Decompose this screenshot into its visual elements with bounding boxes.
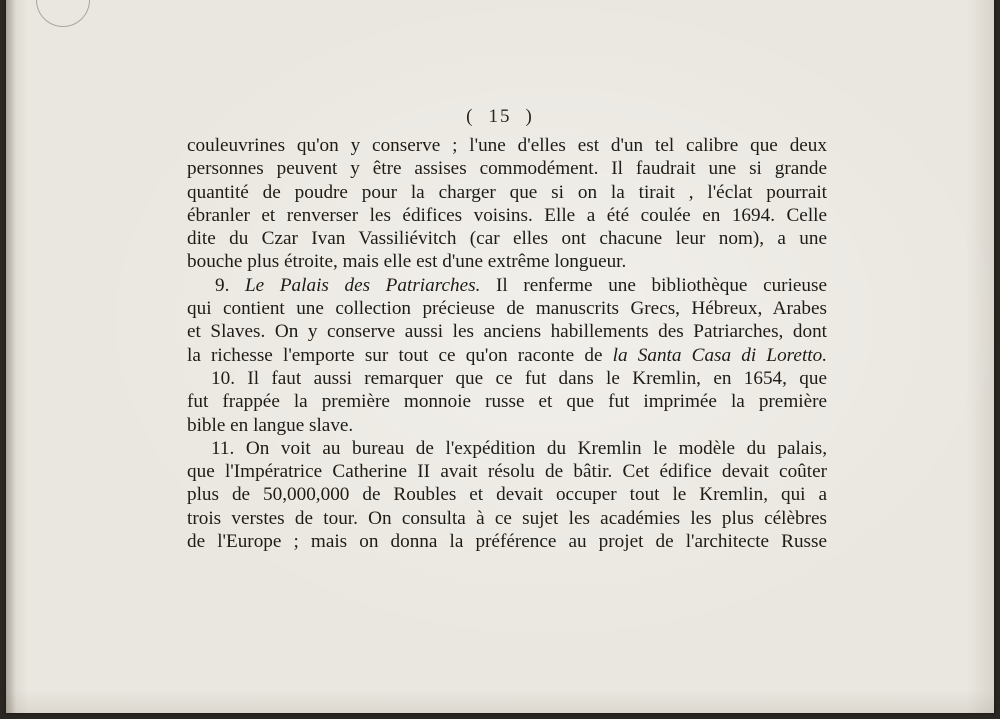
- text-line: dite du Czar Ivan Vassiliévitch (car elles ont chacune leur nom), a une: [187, 228, 827, 250]
- text-line: personnes peuvent y être assises commodément. Il faudrait une si grande: [187, 158, 827, 180]
- text-line: quantité de poudre pour la charger que si on la tirait , l'éclat pourrait: [187, 181, 827, 203]
- paragraph-9-heading-line: [187, 274, 827, 297]
- page-number-header: [0, 106, 1000, 128]
- text-fragment: Il renferme une bibliothèque curieuse: [480, 274, 827, 296]
- text-line: et Slaves. On y conserve aussi les anciens habillements des Patriarches, dont: [187, 321, 827, 343]
- folio-close-paren: ): [525, 106, 534, 127]
- body-text: [187, 134, 827, 553]
- text-line-with-italic: [187, 344, 827, 367]
- page-number: 15: [488, 106, 512, 127]
- text-fragment: la richesse l'emporte sur tout ce qu'on raconte de: [187, 344, 613, 366]
- text-line: bible en langue slave.: [187, 414, 354, 436]
- text-line: que l'Impératrice Catherine II avait résolu de bâtir. Cet édifice devait coûter: [187, 461, 827, 483]
- text-line: qui contient une collection précieuse de manuscrits Grecs, Hébreux, Arabes: [187, 298, 827, 320]
- italic-title: la Santa Casa di Loretto.: [612, 344, 827, 366]
- folio-open-paren: (: [466, 106, 475, 127]
- paragraph-10-line: 10. Il faut aussi remarquer que ce fut dans le Kremlin, en 1654, que: [211, 367, 827, 389]
- paragraph-number: 9.: [215, 274, 246, 296]
- corner-stamp-mark: [36, 0, 90, 27]
- text-line: plus de 50,000,000 de Roubles et devait occuper tout le Kremlin, qui a: [187, 484, 827, 506]
- text-line: trois verstes de tour. On consulta à ce sujet les académies les plus célèbres: [187, 507, 827, 529]
- text-line: fut frappée la première monnoie russe et que fut imprimée la première: [187, 391, 827, 413]
- text-line: de l'Europe ; mais on donna la préférence au projet de l'architecte Russe: [187, 531, 827, 553]
- text-line: bouche plus étroite, mais elle est d'une extrême longueur.: [187, 251, 627, 273]
- text-line: couleuvrines qu'on y conserve ; l'une d'elles est d'un tel calibre que deux: [187, 135, 827, 156]
- paragraph-11-line: 11. On voit au bureau de l'expédition du Kremlin le modèle du palais,: [211, 437, 827, 459]
- text-line: ébranler et renverser les édifices voisins. Elle a été coulée en 1694. Celle: [187, 204, 827, 226]
- section-title-italic: Le Palais des Patriarches.: [245, 274, 481, 296]
